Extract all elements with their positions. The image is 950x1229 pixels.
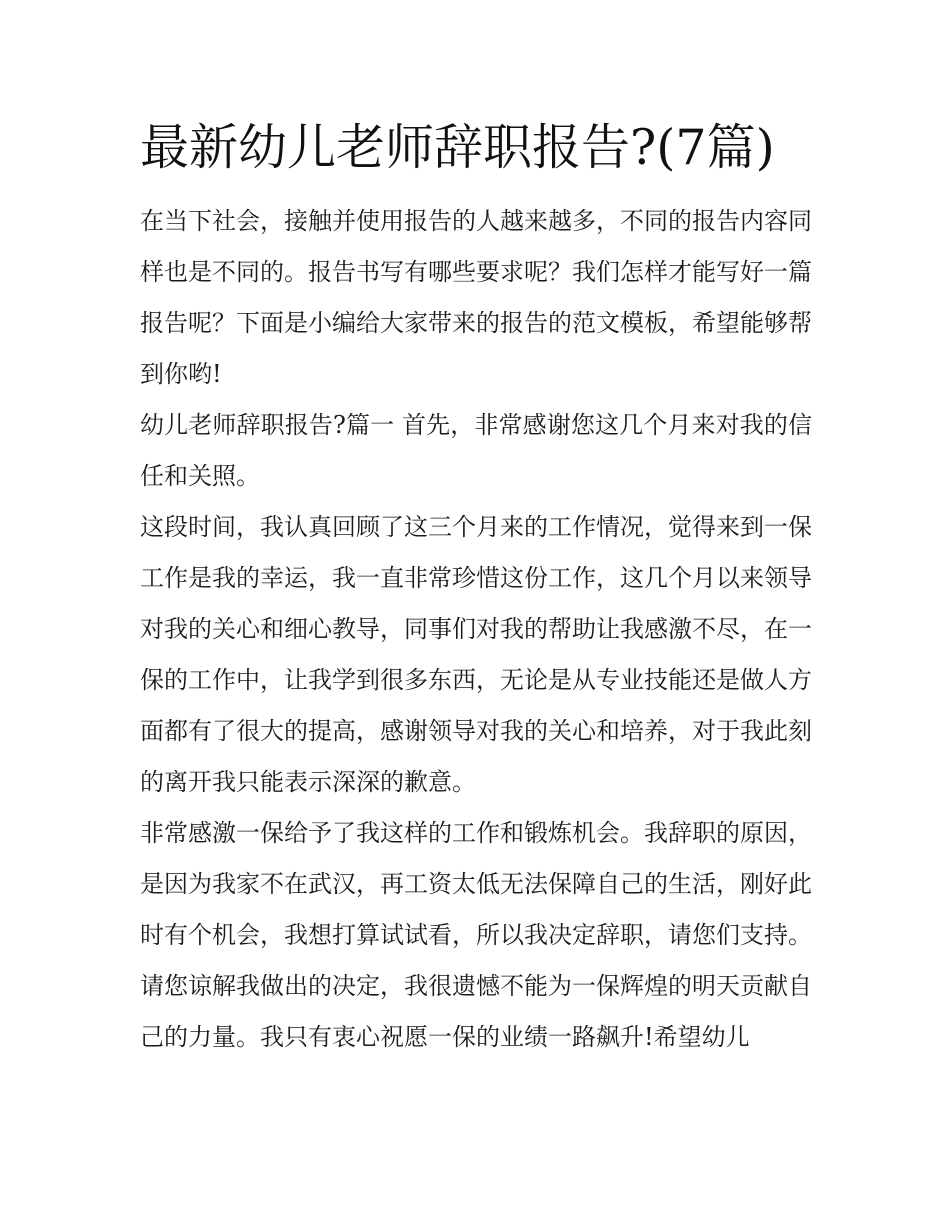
- paragraph-resignation-reason: 非常感激一保给予了我这样的工作和锻炼机会。我辞职的原因，是因为我家不在武汉，再工资太低无法保障自己的生活，刚好此时有个机会，我想打算试试看，所以我决定辞职，请您们支持。: [140, 819, 812, 949]
- paragraph-closing: 请您谅解我做出的决定，我很遗憾不能为一保辉煌的明天贡献自己的力量。我只有衷心祝愿一保的业绩一路飙升!希望幼儿: [140, 972, 812, 1051]
- document-body: [140, 196, 812, 1063]
- paragraph-intro: 在当下社会，接触并使用报告的人越来越多，不同的报告内容同样也是不同的。报告书写有哪些要求呢？我们怎样才能写好一篇报告呢？下面是小编给大家带来的报告的范文模板，希望能够帮到你哟!: [140, 207, 812, 388]
- paragraph-work-review: 这段时间，我认真回顾了这三个月来的工作情况，觉得来到一保工作是我的幸运，我一直非常珍惜这份工作，这几个月以来领导对我的关心和细心教导，同事们对我的帮助让我感激不尽，在一保的工作中，让我学到很多东西，无论是从专业技能还是做人方面都有了很大的提高，感谢领导对我的关心和培养，对于我此刻的离开我只能表示深深的歉意。: [140, 513, 812, 796]
- document-title: 最新幼儿老师辞职报告?(7篇): [140, 119, 775, 176]
- paragraph-section-one-opening: 幼儿老师辞职报告?篇一 首先，非常感谢您这几个月来对我的信任和关照。: [140, 411, 812, 490]
